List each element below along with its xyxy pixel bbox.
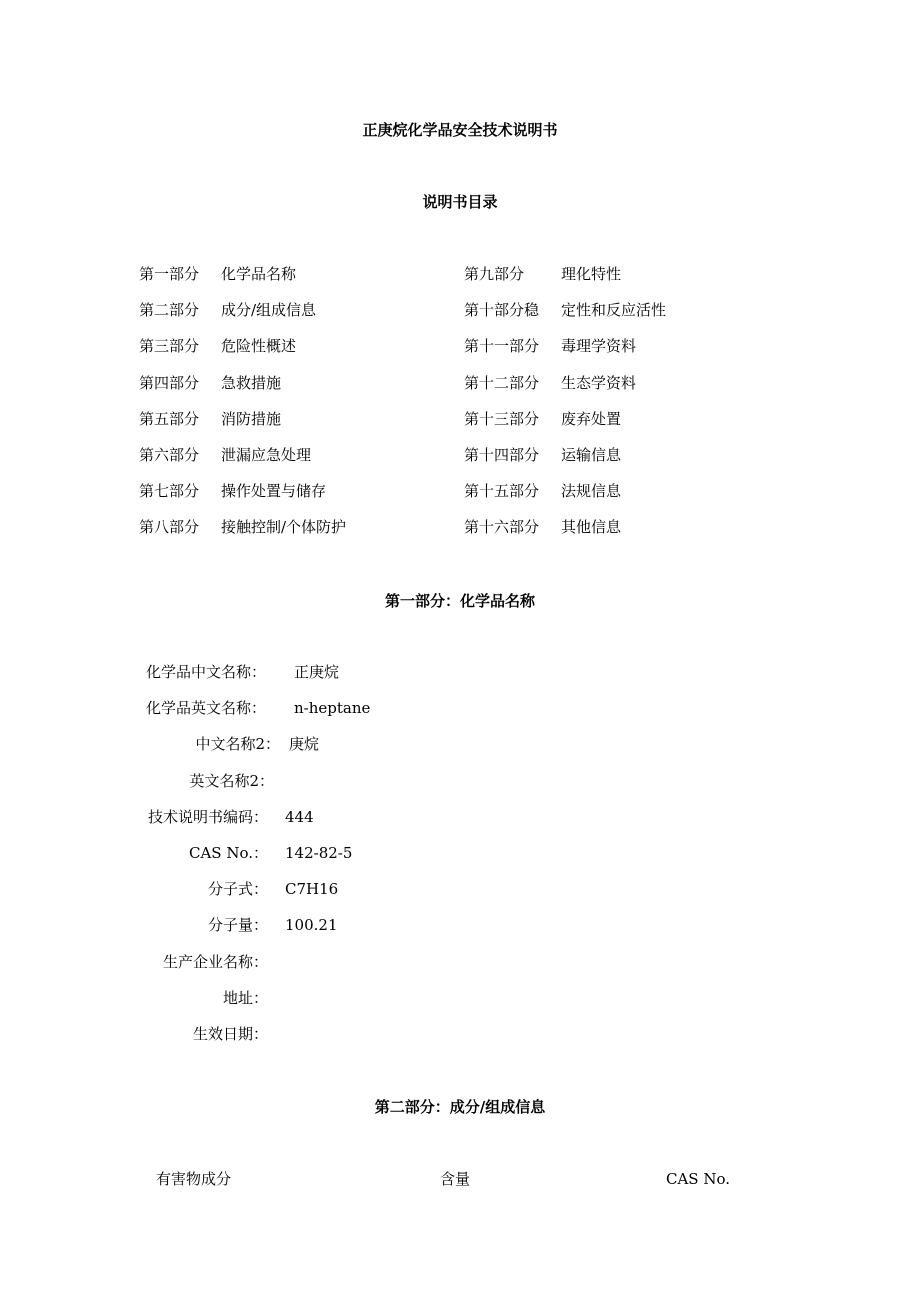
field-row [0,877,920,913]
toc-item-number: 第六部分 [139,445,200,464]
toc-item-name: 操作处置与储存 [221,482,327,501]
field-row [0,841,920,877]
field-value: n-heptane [294,699,371,718]
column-header-content: 含量 [440,1170,471,1188]
toc-item-number: 第二部分 [139,301,200,320]
field-row [0,769,920,805]
toc-item-number: 第三部分 [139,337,200,356]
field-label: 技术说明书编码： [147,807,268,826]
toc-left-column [139,262,346,552]
toc-item-number: 第八部分 [139,518,200,537]
toc-item-name: 毒理学资料 [561,337,637,356]
field-row [0,805,920,841]
column-header-hazardous-component: 有害物成分 [156,1170,232,1188]
toc-item [139,515,346,551]
section2-title: 第二部分：成分/组成信息 [374,1098,546,1116]
composition-table-header [0,1167,920,1191]
toc-item-name: 急救措施 [221,373,282,392]
toc-title: 说明书目录 [422,193,498,211]
toc-item [464,479,666,515]
column-header-cas-no: CAS No. [666,1170,731,1188]
field-row [0,950,920,986]
toc-item-number: 第十五部分 [464,482,540,501]
toc-item-name: 生态学资料 [561,373,637,392]
toc-item [139,262,346,298]
toc-item [139,298,346,334]
toc-item [139,407,346,443]
toc-item [464,262,666,298]
field-row [0,732,920,768]
toc-item-name: 接触控制/个体防护 [221,518,347,537]
section1-title: 第一部分：化学品名称 [384,592,535,610]
field-value: 正庚烷 [294,663,340,681]
field-label: 英文名称2： [189,771,274,790]
toc-item [139,371,346,407]
document-title: 正庚烷化学品安全技术说明书 [362,121,558,139]
field-row [0,1022,920,1058]
field-label: CAS No.： [188,843,268,862]
toc-item-name: 危险性概述 [221,337,297,356]
toc-item-name: 成分/组成信息 [221,301,317,320]
toc-item-number: 第七部分 [139,482,200,501]
toc-right-column [464,262,666,552]
toc-item-number: 第五部分 [139,409,200,428]
field-label: 分子量： [207,916,268,935]
toc-item [139,479,346,515]
field-label: 生效日期： [192,1024,268,1043]
field-label: 化学品英文名称： [145,699,266,718]
toc-item-name: 法规信息 [561,482,622,501]
field-label: 生产企业名称： [162,952,268,971]
field-value: 庚烷 [289,735,320,754]
toc-item-number: 第九部分 [464,265,525,283]
toc-item-name: 化学品名称 [221,265,297,283]
toc-item-name: 废弃处置 [561,409,622,428]
toc-item-number: 第十二部分 [464,373,540,392]
field-value: 444 [285,807,314,826]
toc-item-number: 第一部分 [139,265,200,283]
toc-item-number: 第十四部分 [464,445,540,464]
toc-item [464,515,666,551]
field-value: C7H16 [285,880,339,899]
toc-item-name: 理化特性 [561,265,622,283]
toc-item-name: 定性和反应活性 [561,301,667,320]
toc-item-name: 其他信息 [561,518,622,537]
field-row [0,660,920,696]
toc-item-number: 第十一部分 [464,337,540,356]
chemical-identity-fields [0,660,920,1058]
toc-item [139,334,346,370]
toc-item [139,443,346,479]
field-label: 地址： [222,988,268,1007]
field-label: 分子式： [207,880,268,899]
toc-item-number: 第四部分 [139,373,200,392]
toc-item-number: 第十三部分 [464,409,540,428]
toc-item [464,407,666,443]
toc-item-name: 泄漏应急处理 [221,445,312,464]
toc-item-name: 消防措施 [221,409,282,428]
toc-item [464,443,666,479]
field-label: 化学品中文名称： [145,663,266,681]
field-row [0,913,920,949]
field-row [0,696,920,732]
toc-item-number: 第十六部分 [464,518,540,537]
toc-item [464,334,666,370]
toc-item-name: 运输信息 [561,445,622,464]
toc-item [464,371,666,407]
field-value: 100.21 [285,916,338,935]
toc-item [464,298,666,334]
toc-item-number: 第十部分稳 [464,301,540,320]
field-row [0,986,920,1022]
field-value: 142-82-5 [285,843,353,862]
field-label: 中文名称2： [195,735,280,754]
